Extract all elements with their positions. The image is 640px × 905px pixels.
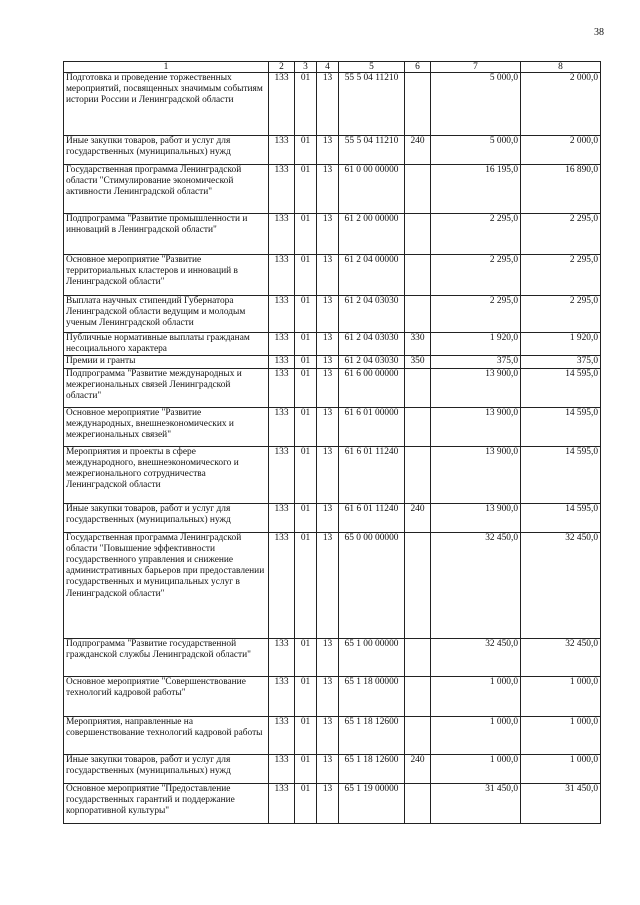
row-name-cell: Государственная программа Ленинградской области "Повышение эффективности государственного управления и снижение административных барьеров при предоставлении государственных и муниципальных услуг в Ленинградской области" xyxy=(64,532,269,638)
table-row xyxy=(64,754,601,783)
row-col8-cell: 31 450,0 xyxy=(521,783,601,823)
row-col3-cell: 01 xyxy=(295,716,317,754)
row-col2-cell: 133 xyxy=(269,638,295,676)
table-header-row xyxy=(64,62,601,73)
table-row xyxy=(64,407,601,446)
row-col2-cell: 133 xyxy=(269,446,295,503)
table-row xyxy=(64,716,601,754)
row-col7-cell: 1 000,0 xyxy=(431,754,521,783)
row-col2-cell: 133 xyxy=(269,532,295,638)
row-col5-cell: 61 2 04 00000 xyxy=(339,255,405,296)
row-col2-cell: 133 xyxy=(269,356,295,368)
row-col5-cell: 61 6 01 11240 xyxy=(339,446,405,503)
row-col6-cell: 350 xyxy=(405,356,431,368)
table-row xyxy=(64,503,601,532)
row-name-cell: Премии и гранты xyxy=(64,356,269,368)
row-col4-cell: 13 xyxy=(317,503,339,532)
row-name-cell: Публичные нормативные выплаты гражданам несоциального характера xyxy=(64,333,269,356)
row-col2-cell: 133 xyxy=(269,368,295,407)
row-name-cell: Подготовка и проведение торжественных мероприятий, посвященных значимым событиям истории России и Ленинградской области xyxy=(64,73,269,136)
row-col8-cell: 14 595,0 xyxy=(521,446,601,503)
row-col6-cell xyxy=(405,783,431,823)
row-col7-cell: 2 295,0 xyxy=(431,214,521,255)
row-col2-cell: 133 xyxy=(269,716,295,754)
row-col4-cell: 13 xyxy=(317,407,339,446)
row-col4-cell: 13 xyxy=(317,356,339,368)
row-col8-cell: 1 920,0 xyxy=(521,333,601,356)
row-col5-cell: 65 1 18 12600 xyxy=(339,754,405,783)
row-col6-cell xyxy=(405,676,431,716)
row-col6-cell xyxy=(405,73,431,136)
row-col2-cell: 133 xyxy=(269,165,295,214)
table-body xyxy=(64,73,601,824)
row-col3-cell: 01 xyxy=(295,446,317,503)
table-row xyxy=(64,333,601,356)
table-row xyxy=(64,214,601,255)
row-col6-cell xyxy=(405,446,431,503)
row-col7-cell: 13 900,0 xyxy=(431,368,521,407)
row-col5-cell: 65 1 19 00000 xyxy=(339,783,405,823)
row-name-cell: Иные закупки товаров, работ и услуг для государственных (муниципальных) нужд xyxy=(64,754,269,783)
row-col8-cell: 2 295,0 xyxy=(521,214,601,255)
row-name-cell: Основное мероприятие "Развитие территориальных кластеров и инноваций в Ленинградской области" xyxy=(64,255,269,296)
row-col3-cell: 01 xyxy=(295,296,317,333)
row-col6-cell: 330 xyxy=(405,333,431,356)
table-row xyxy=(64,165,601,214)
row-col3-cell: 01 xyxy=(295,136,317,165)
row-col8-cell: 2 000,0 xyxy=(521,73,601,136)
row-col6-cell xyxy=(405,214,431,255)
row-col3-cell: 01 xyxy=(295,754,317,783)
row-col7-cell: 1 920,0 xyxy=(431,333,521,356)
row-col4-cell: 13 xyxy=(317,716,339,754)
row-col6-cell xyxy=(405,296,431,333)
row-col3-cell: 01 xyxy=(295,73,317,136)
row-col2-cell: 133 xyxy=(269,333,295,356)
row-col7-cell: 375,0 xyxy=(431,356,521,368)
row-col7-cell: 1 000,0 xyxy=(431,716,521,754)
row-name-cell: Иные закупки товаров, работ и услуг для государственных (муниципальных) нужд xyxy=(64,503,269,532)
row-col4-cell: 13 xyxy=(317,676,339,716)
row-col5-cell: 61 2 00 00000 xyxy=(339,214,405,255)
row-col4-cell: 13 xyxy=(317,136,339,165)
row-col7-cell: 1 000,0 xyxy=(431,676,521,716)
row-col8-cell: 2 295,0 xyxy=(521,255,601,296)
row-col5-cell: 61 2 04 03030 xyxy=(339,333,405,356)
row-col2-cell: 133 xyxy=(269,296,295,333)
row-col7-cell: 2 295,0 xyxy=(431,296,521,333)
row-col5-cell: 65 1 18 00000 xyxy=(339,676,405,716)
row-col2-cell: 133 xyxy=(269,754,295,783)
row-col4-cell: 13 xyxy=(317,754,339,783)
row-col8-cell: 14 595,0 xyxy=(521,503,601,532)
row-col8-cell: 16 890,0 xyxy=(521,165,601,214)
row-col6-cell xyxy=(405,407,431,446)
budget-table xyxy=(63,61,601,824)
row-col2-cell: 133 xyxy=(269,214,295,255)
row-col6-cell: 240 xyxy=(405,754,431,783)
row-col8-cell: 14 595,0 xyxy=(521,407,601,446)
row-col8-cell: 32 450,0 xyxy=(521,532,601,638)
table-row xyxy=(64,356,601,368)
row-name-cell: Основное мероприятие "Совершенствование технологий кадровой работы" xyxy=(64,676,269,716)
header-col-1: 1 xyxy=(64,62,269,73)
row-name-cell: Мероприятия, направленные на совершенствование технологий кадровой работы xyxy=(64,716,269,754)
row-col5-cell: 61 6 01 00000 xyxy=(339,407,405,446)
row-col6-cell xyxy=(405,165,431,214)
table-row xyxy=(64,783,601,823)
row-col6-cell xyxy=(405,255,431,296)
row-col7-cell: 32 450,0 xyxy=(431,532,521,638)
row-col8-cell: 1 000,0 xyxy=(521,716,601,754)
row-col3-cell: 01 xyxy=(295,783,317,823)
row-col4-cell: 13 xyxy=(317,783,339,823)
row-col7-cell: 13 900,0 xyxy=(431,503,521,532)
table-row xyxy=(64,446,601,503)
row-col5-cell: 55 5 04 11210 xyxy=(339,136,405,165)
row-col4-cell: 13 xyxy=(317,532,339,638)
row-col2-cell: 133 xyxy=(269,503,295,532)
row-col6-cell xyxy=(405,532,431,638)
header-col-3: 3 xyxy=(295,62,317,73)
table-row xyxy=(64,532,601,638)
row-col4-cell: 13 xyxy=(317,296,339,333)
row-col3-cell: 01 xyxy=(295,407,317,446)
row-col3-cell: 01 xyxy=(295,638,317,676)
row-col7-cell: 13 900,0 xyxy=(431,407,521,446)
table-row xyxy=(64,296,601,333)
row-col7-cell: 2 295,0 xyxy=(431,255,521,296)
row-col8-cell: 14 595,0 xyxy=(521,368,601,407)
row-col7-cell: 5 000,0 xyxy=(431,73,521,136)
row-col7-cell: 16 195,0 xyxy=(431,165,521,214)
row-col6-cell: 240 xyxy=(405,503,431,532)
row-name-cell: Подпрограмма "Развитие государственной гражданской службы Ленинградской области" xyxy=(64,638,269,676)
page-number: 38 xyxy=(594,27,604,38)
row-col5-cell: 61 6 01 11240 xyxy=(339,503,405,532)
row-col3-cell: 01 xyxy=(295,214,317,255)
row-col8-cell: 32 450,0 xyxy=(521,638,601,676)
table-row xyxy=(64,676,601,716)
row-col6-cell xyxy=(405,638,431,676)
row-col2-cell: 133 xyxy=(269,255,295,296)
row-col5-cell: 65 0 00 00000 xyxy=(339,532,405,638)
header-col-8: 8 xyxy=(521,62,601,73)
row-col4-cell: 13 xyxy=(317,214,339,255)
row-col6-cell xyxy=(405,716,431,754)
row-name-cell: Выплата научных стипендий Губернатора Ленинградской области ведущим и молодым ученым Ленинградской области xyxy=(64,296,269,333)
row-col7-cell: 32 450,0 xyxy=(431,638,521,676)
row-col2-cell: 133 xyxy=(269,73,295,136)
row-col3-cell: 01 xyxy=(295,368,317,407)
row-col4-cell: 13 xyxy=(317,255,339,296)
row-col5-cell: 65 1 18 12600 xyxy=(339,716,405,754)
row-col8-cell: 1 000,0 xyxy=(521,754,601,783)
row-col4-cell: 13 xyxy=(317,73,339,136)
row-col3-cell: 01 xyxy=(295,165,317,214)
row-col4-cell: 13 xyxy=(317,446,339,503)
row-col4-cell: 13 xyxy=(317,165,339,214)
row-col8-cell: 2 000,0 xyxy=(521,136,601,165)
header-col-7: 7 xyxy=(431,62,521,73)
row-col2-cell: 133 xyxy=(269,407,295,446)
row-col5-cell: 61 2 04 03030 xyxy=(339,356,405,368)
table-row xyxy=(64,368,601,407)
row-col4-cell: 13 xyxy=(317,333,339,356)
row-name-cell: Основное мероприятие "Предоставление государственных гарантий и поддержание корпоративной культуры" xyxy=(64,783,269,823)
row-col7-cell: 5 000,0 xyxy=(431,136,521,165)
row-name-cell: Подпрограмма "Развитие промышленности и инноваций в Ленинградской области" xyxy=(64,214,269,255)
row-col3-cell: 01 xyxy=(295,255,317,296)
header-col-2: 2 xyxy=(269,62,295,73)
table-row xyxy=(64,73,601,136)
row-name-cell: Основное мероприятие "Развитие международных, внешнеэкономических и межрегиональных связей" xyxy=(64,407,269,446)
row-col7-cell: 13 900,0 xyxy=(431,446,521,503)
row-col5-cell: 61 6 00 00000 xyxy=(339,368,405,407)
row-col4-cell: 13 xyxy=(317,368,339,407)
row-col8-cell: 2 295,0 xyxy=(521,296,601,333)
row-name-cell: Мероприятия и проекты в сфере международного, внешнеэкономического и межрегионального сотрудничества Ленинградской области xyxy=(64,446,269,503)
row-col8-cell: 375,0 xyxy=(521,356,601,368)
row-col6-cell xyxy=(405,368,431,407)
row-col5-cell: 65 1 00 00000 xyxy=(339,638,405,676)
row-name-cell: Иные закупки товаров, работ и услуг для государственных (муниципальных) нужд xyxy=(64,136,269,165)
row-col7-cell: 31 450,0 xyxy=(431,783,521,823)
row-col2-cell: 133 xyxy=(269,136,295,165)
header-col-5: 5 xyxy=(339,62,405,73)
row-col5-cell: 61 0 00 00000 xyxy=(339,165,405,214)
row-col2-cell: 133 xyxy=(269,783,295,823)
row-col3-cell: 01 xyxy=(295,333,317,356)
table-row xyxy=(64,255,601,296)
row-col3-cell: 01 xyxy=(295,503,317,532)
row-col3-cell: 01 xyxy=(295,532,317,638)
row-col2-cell: 133 xyxy=(269,676,295,716)
table-row xyxy=(64,638,601,676)
row-col6-cell: 240 xyxy=(405,136,431,165)
row-col5-cell: 55 5 04 11210 xyxy=(339,73,405,136)
row-col3-cell: 01 xyxy=(295,356,317,368)
row-col4-cell: 13 xyxy=(317,638,339,676)
row-col3-cell: 01 xyxy=(295,676,317,716)
row-name-cell: Подпрограмма "Развитие международных и межрегиональных связей Ленинградской области" xyxy=(64,368,269,407)
header-col-6: 6 xyxy=(405,62,431,73)
table-row xyxy=(64,136,601,165)
row-col5-cell: 61 2 04 03030 xyxy=(339,296,405,333)
row-name-cell: Государственная программа Ленинградской области "Стимулирование экономической активности Ленинградской области" xyxy=(64,165,269,214)
header-col-4: 4 xyxy=(317,62,339,73)
row-col8-cell: 1 000,0 xyxy=(521,676,601,716)
